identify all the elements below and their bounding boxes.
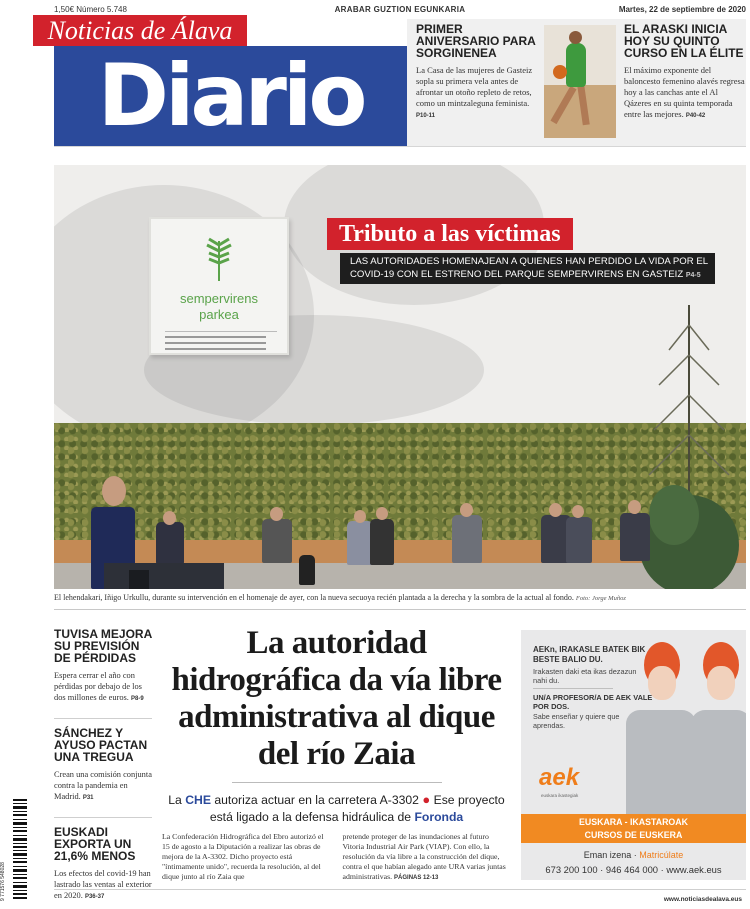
ad-heading-es: UN/A PROFESOR/A DE AEK VALE POR DOS. [533,693,653,711]
aek-advert[interactable] [521,630,746,880]
issue-date: Martes, 22 de septiembre de 2020 [618,5,746,14]
teaser-title: EL ARASKI INICIA HOY SU QUINTO CURSO EN LA ÉLITE [624,22,744,60]
bullet-icon: ● [422,792,431,807]
brief-title: TUVISA MEJORA SU PREVISIÓN DE PÉRDIDAS [54,627,152,665]
brief-body: Crean una comisión conjunta contra la pandemia en Madrid. P31 [54,770,152,801]
ad-cta: Eman izena · Matricúlate [583,850,684,860]
brief-tuvisa[interactable] [54,628,152,705]
teaser-araski[interactable] [624,23,746,122]
lead-headline: La autoridad hidrográfica da vía libre administrativa al dique del río Zaia [171,625,502,772]
attendee [370,519,394,565]
photo-caption: El lehendakari, Iñigo Urkullu, durante su intervención en el homenaje de ayer, con la nueva secuoya recién plantada a la derecha y la sombra de la actual al fondo. Foto: Jorge Muñoz [54,593,626,602]
teaser-sorginenea[interactable] [416,23,538,122]
attendee [620,513,650,561]
divider [54,146,746,147]
attendee [262,519,292,563]
edition-motto: ARABAR GUZTION EGUNKARIA [334,5,466,14]
lead-body [162,832,511,883]
ad-text-eu: Irakasten daki eta ikas dezazun nahi du. [533,667,637,685]
page-ref: P4-5 [685,272,701,279]
brief-body: Espera cerrar el año con pérdidas por debajo de los dos millones de euros. P8-9 [54,671,144,702]
divider [54,889,746,890]
aek-logo: aek [539,764,580,791]
brief-body: Los efectos del covid-19 han lastrado las ventas al exterior en 2020. P36-37 [54,869,152,900]
photo-credit: Foto: Jorge Muñoz [575,595,626,602]
ad-text-es: Sabe enseñar y quiere que aprendas. [533,712,620,730]
teaser-body: La Casa de las mujeres de Gasteiz sopla su primera vela antes de afrontar un otoño repleto de retos, como un mintzaleguna feminista. P10-11 [416,65,533,119]
masthead [33,15,407,147]
park-sign [149,217,289,355]
page-ref: P10-11 [416,113,436,119]
attendee [452,515,482,563]
logo-text: Diario [97,46,364,146]
ad-band: EUSKARA - IKASTAROAK CURSOS DE EUSKERA [521,814,746,843]
attendee [156,522,184,564]
sprout-icon [199,231,239,283]
attendee [566,517,592,563]
barcode-number: 9 771576 548028 [0,862,6,901]
ad-model [626,640,696,815]
sign-line-1: sempervirens [179,291,259,306]
brief-title: EUSKADI EXPORTA UN 21,6% MENOS [54,825,136,863]
sign-line-2: parkea [199,307,239,322]
masthead-subtitle: Noticias de Álava [33,15,247,46]
site-url[interactable]: www.noticiasdealava.eus [663,896,742,903]
brief-sanchez-ayuso[interactable] [54,727,152,804]
price-issue: 1,50€ Número 5.748 [54,5,127,14]
brief-title: SÁNCHEZ Y AYUSO PACTAN UNA TREGUA [54,726,148,764]
brief-euskadi-exports[interactable] [54,826,152,903]
lead-body-col-2: pretende proteger de las inundaciones al futuro Vitoria Industrial Air Park (VIAP). Con ello, la resolución da vía libre a la construcción del dique, contra el que habían alegado ante URA varias juntas administrativas. PÁGINAS 12-13 [342,832,506,881]
masthead-logo [54,46,407,147]
page-ref: P40-42 [685,113,706,119]
sequoia-tree [634,305,744,589]
lead-story[interactable] [162,625,511,883]
teaser-title: PRIMER ANIVERSARIO PARA SORGINENEA [416,22,536,60]
lead-subhead: La CHE autoriza actuar en la carretera A-3302 ● Ese proyecto está ligado a la defensa hidráulica de Foronda [168,792,505,824]
aek-logo-sub: euskara ikastegiak [541,793,579,798]
barcode-icon [4,797,28,901]
podium [104,563,224,589]
microphone-stand [299,555,315,585]
photo-subhead: LAS AUTORIDADES HOMENAJEAN A QUIENES HAN PERDIDO LA VIDA POR EL COVID-19 CON EL ESTRENO DEL PARQUE SEMPERVIRENS EN GASTEIZ P4-5 [340,253,715,284]
photo-headline[interactable]: Tributo a las víctimas [327,218,573,250]
briefs-column [54,628,152,909]
teaser-body: El máximo exponente del baloncesto femenino alavés regresa hoy a las canchas ante el Al Qázeres en su quinta temporada entre las mejores. P40-42 [624,65,745,119]
ad-contact: 673 200 100 · 946 464 000 · www.aek.eus [545,864,722,875]
ad-heading-eu: AEKn, IRAKASLE BATEK BIK BESTE BALIO DU. [533,645,646,664]
lead-body-col-1: La Confederación Hidrográfica del Ebro autorizó el 15 de agosto a la Diputación a realizar las obras de mejora de la A-3302. Dicho proyecto está "íntimamente unido", recuerda la resolución, al del dique junto al río Zaia que [162,832,324,881]
ad-model [691,640,746,815]
divider [54,609,746,610]
basketball-photo [544,25,616,138]
